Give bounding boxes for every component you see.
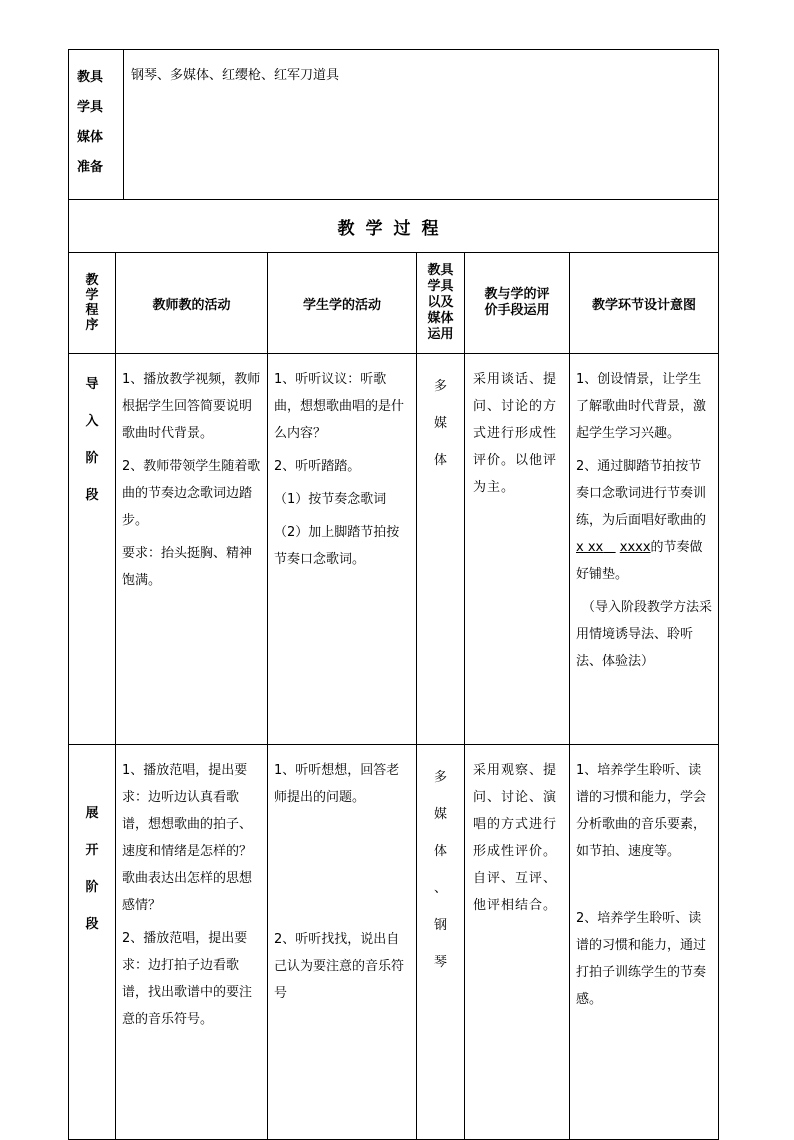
media-char: 体 [433, 844, 447, 859]
paragraph: 要求：抬头挺胸、精神饱满。 [122, 546, 253, 588]
paragraph: 2、教师带领学生随着歌曲的节奏边念歌词边踏步。 [122, 459, 261, 528]
header-intent: 教学环节设计意图 [570, 253, 719, 354]
header-eval-line: 教与学的评 [484, 287, 550, 302]
header-stage-char: 学 [85, 288, 99, 303]
header-media-line: 媒体 [427, 311, 454, 326]
media-char: 、 [433, 881, 447, 896]
stage-char: 导 [85, 377, 99, 392]
media-usage [417, 745, 465, 1140]
prep-label-line: 教具 [77, 70, 104, 85]
process-title: 教学过程 [69, 200, 719, 253]
header-stage-char: 程 [85, 303, 99, 318]
stage-char: 开 [85, 843, 99, 858]
text-run: 2、通过脚踏节拍按节奏口念歌词进行节奏训练，为后面唱好歌曲的 [576, 459, 707, 528]
student-activity [268, 745, 417, 1140]
header-stage [69, 253, 116, 354]
media-char: 钢 [433, 918, 447, 933]
header-media-line: 学具 [427, 279, 454, 294]
paragraph [576, 453, 712, 588]
header-media-line: 以及 [427, 295, 454, 310]
header-media [417, 253, 465, 354]
prep-value: 钢琴、多媒体、红缨枪、红军刀道具 [124, 50, 719, 200]
table-row [69, 745, 719, 1140]
header-student: 学生学的活动 [268, 253, 417, 354]
stage-char: 阶 [85, 880, 99, 895]
paragraph: （导入阶段教学方法采用情境诱导法、聆听法、体验法） [576, 600, 713, 669]
header-stage-char: 序 [85, 318, 99, 333]
design-intent [570, 354, 719, 745]
process-table [68, 199, 719, 1140]
stage-char: 阶 [85, 451, 99, 466]
rhythm-notation: x xx [576, 540, 604, 555]
paragraph: （2）加上脚踏节拍按节奏口念歌词。 [274, 525, 400, 567]
paragraph: 1、听听议议：听歌曲，想想歌曲唱的是什么内容？ [274, 372, 405, 441]
table-row [69, 354, 719, 745]
stage-char: 展 [85, 806, 99, 821]
paragraph: 1、培养学生聆听、读谱的习惯和能力，学会分析歌曲的音乐要素，如节拍、速度等。 [576, 763, 707, 859]
paragraph: 1、播放教学视频，教师根据学生回答简要说明歌曲时代背景。 [122, 372, 261, 441]
stage-intro [69, 354, 116, 745]
paragraph: （1）按节奏念歌词 [274, 492, 387, 507]
paragraph: 2、播放范唱，提出要求：边打拍子边看歌谱，找出歌谱中的要注意的音乐符号。 [122, 931, 253, 1027]
header-stage-char: 教 [85, 273, 99, 288]
paragraph: 1、创设情景，让学生了解歌曲时代背景，激起学生学习兴趣。 [576, 372, 707, 441]
design-intent [570, 745, 719, 1140]
media-char: 媒 [433, 416, 447, 431]
paragraph: 2、培养学生聆听、读谱的习惯和能力，通过打拍子训练学生的节奏感。 [576, 911, 707, 1007]
stage-char: 段 [85, 917, 99, 932]
prep-label-line: 准备 [77, 160, 104, 175]
header-media-line: 教具 [427, 263, 454, 278]
teacher-activity [116, 354, 268, 745]
prep-table [68, 49, 719, 200]
rhythm-notation: xxxx [619, 540, 651, 555]
header-eval-line: 价手段运用 [484, 303, 550, 318]
media-char: 媒 [433, 807, 447, 822]
lesson-plan-page [68, 49, 718, 1140]
paragraph: 2、听听找找，说出自己认为要注意的音乐符号 [274, 932, 405, 1001]
paragraph: 2、听听踏踏。 [274, 459, 361, 474]
header-eval [465, 253, 570, 354]
stage-development [69, 745, 116, 1140]
stage-char: 段 [85, 488, 99, 503]
header-teacher: 教师教的活动 [116, 253, 268, 354]
eval-method: 采用观察、提问、讨论、演唱的方式进行形成性评价。自评、互评、他评相结合。 [465, 745, 570, 1140]
prep-label [69, 50, 124, 200]
student-activity [268, 354, 417, 745]
eval-method: 采用谈话、提问、讨论的方式进行形成性评价。以他评为主。 [465, 354, 570, 745]
media-usage [417, 354, 465, 745]
prep-label-line: 学具 [77, 100, 104, 115]
header-media-line: 运用 [427, 327, 454, 342]
media-char: 体 [433, 453, 447, 468]
text-run: 的节奏做好铺垫。 [576, 540, 703, 582]
media-char: 多 [433, 379, 447, 394]
paragraph: 1、播放范唱，提出要求：边听边认真看歌谱，想想歌曲的拍子、速度和情绪是怎样的？歌曲表达出怎样的思想感情？ [122, 763, 253, 913]
media-char: 多 [433, 770, 447, 785]
stage-char: 入 [85, 414, 99, 429]
media-char: 琴 [433, 955, 447, 970]
teacher-activity [116, 745, 268, 1140]
paragraph: 1、听听想想，回答老师提出的问题。 [274, 763, 400, 805]
prep-label-line: 媒体 [77, 130, 104, 145]
